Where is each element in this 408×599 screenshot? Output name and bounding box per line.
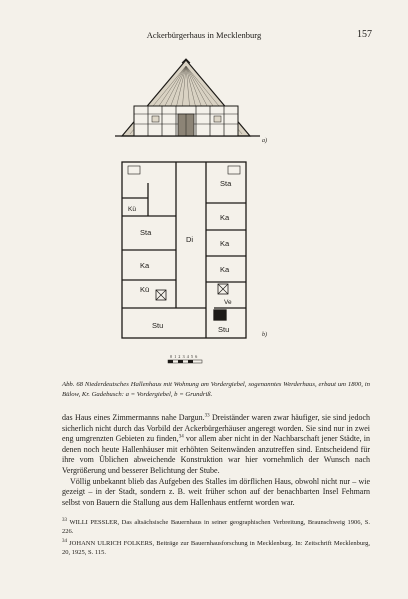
- room-stu-left: Stu: [152, 321, 164, 330]
- room-sta-top: Sta: [220, 179, 232, 188]
- room-ka-3: Ka: [220, 265, 230, 274]
- page-header: [0, 30, 408, 44]
- room-stu-right: Stu: [218, 325, 230, 334]
- scale-bar: [168, 354, 202, 363]
- label-a: a): [262, 138, 267, 144]
- room-ve: Ve: [224, 299, 232, 306]
- footnote-34: [62, 539, 370, 557]
- footnote-number: 33: [62, 517, 67, 523]
- room-ku-left: Kü: [128, 206, 136, 213]
- running-head: Ackerbürgerhaus in Mecklenburg: [146, 30, 262, 40]
- footnote-text: JOHANN ULRICH FOLKERS, Beiträge zur Bauernhausforschung in Mecklenburg. In: Zeitschrift Mecklenburg, 20, 1925, S. 115.: [62, 540, 371, 556]
- room-ka-4: Ka: [140, 261, 150, 270]
- gable-elevation-drawing: [115, 59, 260, 136]
- room-ku-lower: Kü: [140, 285, 150, 294]
- body-text: [62, 413, 370, 508]
- footnote-number: 34: [62, 538, 67, 544]
- footnote-ref-33: 33: [204, 413, 210, 419]
- figure-hallenhaus: [110, 58, 280, 378]
- room-sta-left: Sta: [140, 228, 152, 237]
- room-ka-2: Ka: [220, 239, 230, 248]
- room-ka-1: Ka: [220, 213, 230, 222]
- scale-digits: 0 1 2 3 4 5 6: [170, 354, 198, 359]
- footnotes: [62, 518, 370, 560]
- paragraph-1-part-1: das Haus eines Zimmermanns nahe Dargun.: [62, 413, 205, 422]
- floor-plan-drawing: [122, 162, 246, 338]
- page-number: 157: [357, 29, 372, 40]
- paragraph-1-part-2: Dreiständer waren zwar häufiger, sie sind jedoch sicherlich nicht durch das Vorbild der Ackerbürgerhäuser angeregt worden. Sie sind nur in zwei eng umgrenzten Gebieten zu finden,: [62, 413, 370, 444]
- footnote-33: [62, 518, 370, 536]
- room-di: Di: [186, 235, 194, 244]
- label-b: b): [262, 332, 267, 338]
- paragraph-2: Völlig unbekannt blieb das Aufgeben des Stalles im dörflichen Haus, obwohl nicht nur – wie gezeigt – in der Stadt, sondern z. B. weit früher schon auf der benachbarten Insel Fehmarn selbst von Bauern die Stallung aus dem Hallenhaus entfernt worden war.: [62, 476, 370, 507]
- footnote-ref-34: 34: [178, 434, 184, 440]
- footnote-text: WILLI PESSLER, Das altsächsische Bauernhaus in seiner geographischen Verbreitung, Braunschweig 1906, S. 226.: [62, 519, 370, 535]
- paragraph-1-part-3: vor allem aber nicht in der Nachbarschaft jener Städte, in denen noch heute Hallenhäuser mit erhöhten Seitenwänden anzutreffen sind. Entscheidend für ihre vom Üblichen abweichende Konstruktion war hier vornehmlich der Wunsch nach Vergrößerung und besserer Belichtung der Stube.: [62, 434, 370, 475]
- figure-caption: Abb. 68 Niederdeutsches Hallenhaus mit Wohnung am Vordergiebel, sogenanntes Werderhaus, erbaut um 1800, in Bülow, Kr. Gadebusch: a = Vordergiebel, b = Grundriß.: [62, 381, 370, 398]
